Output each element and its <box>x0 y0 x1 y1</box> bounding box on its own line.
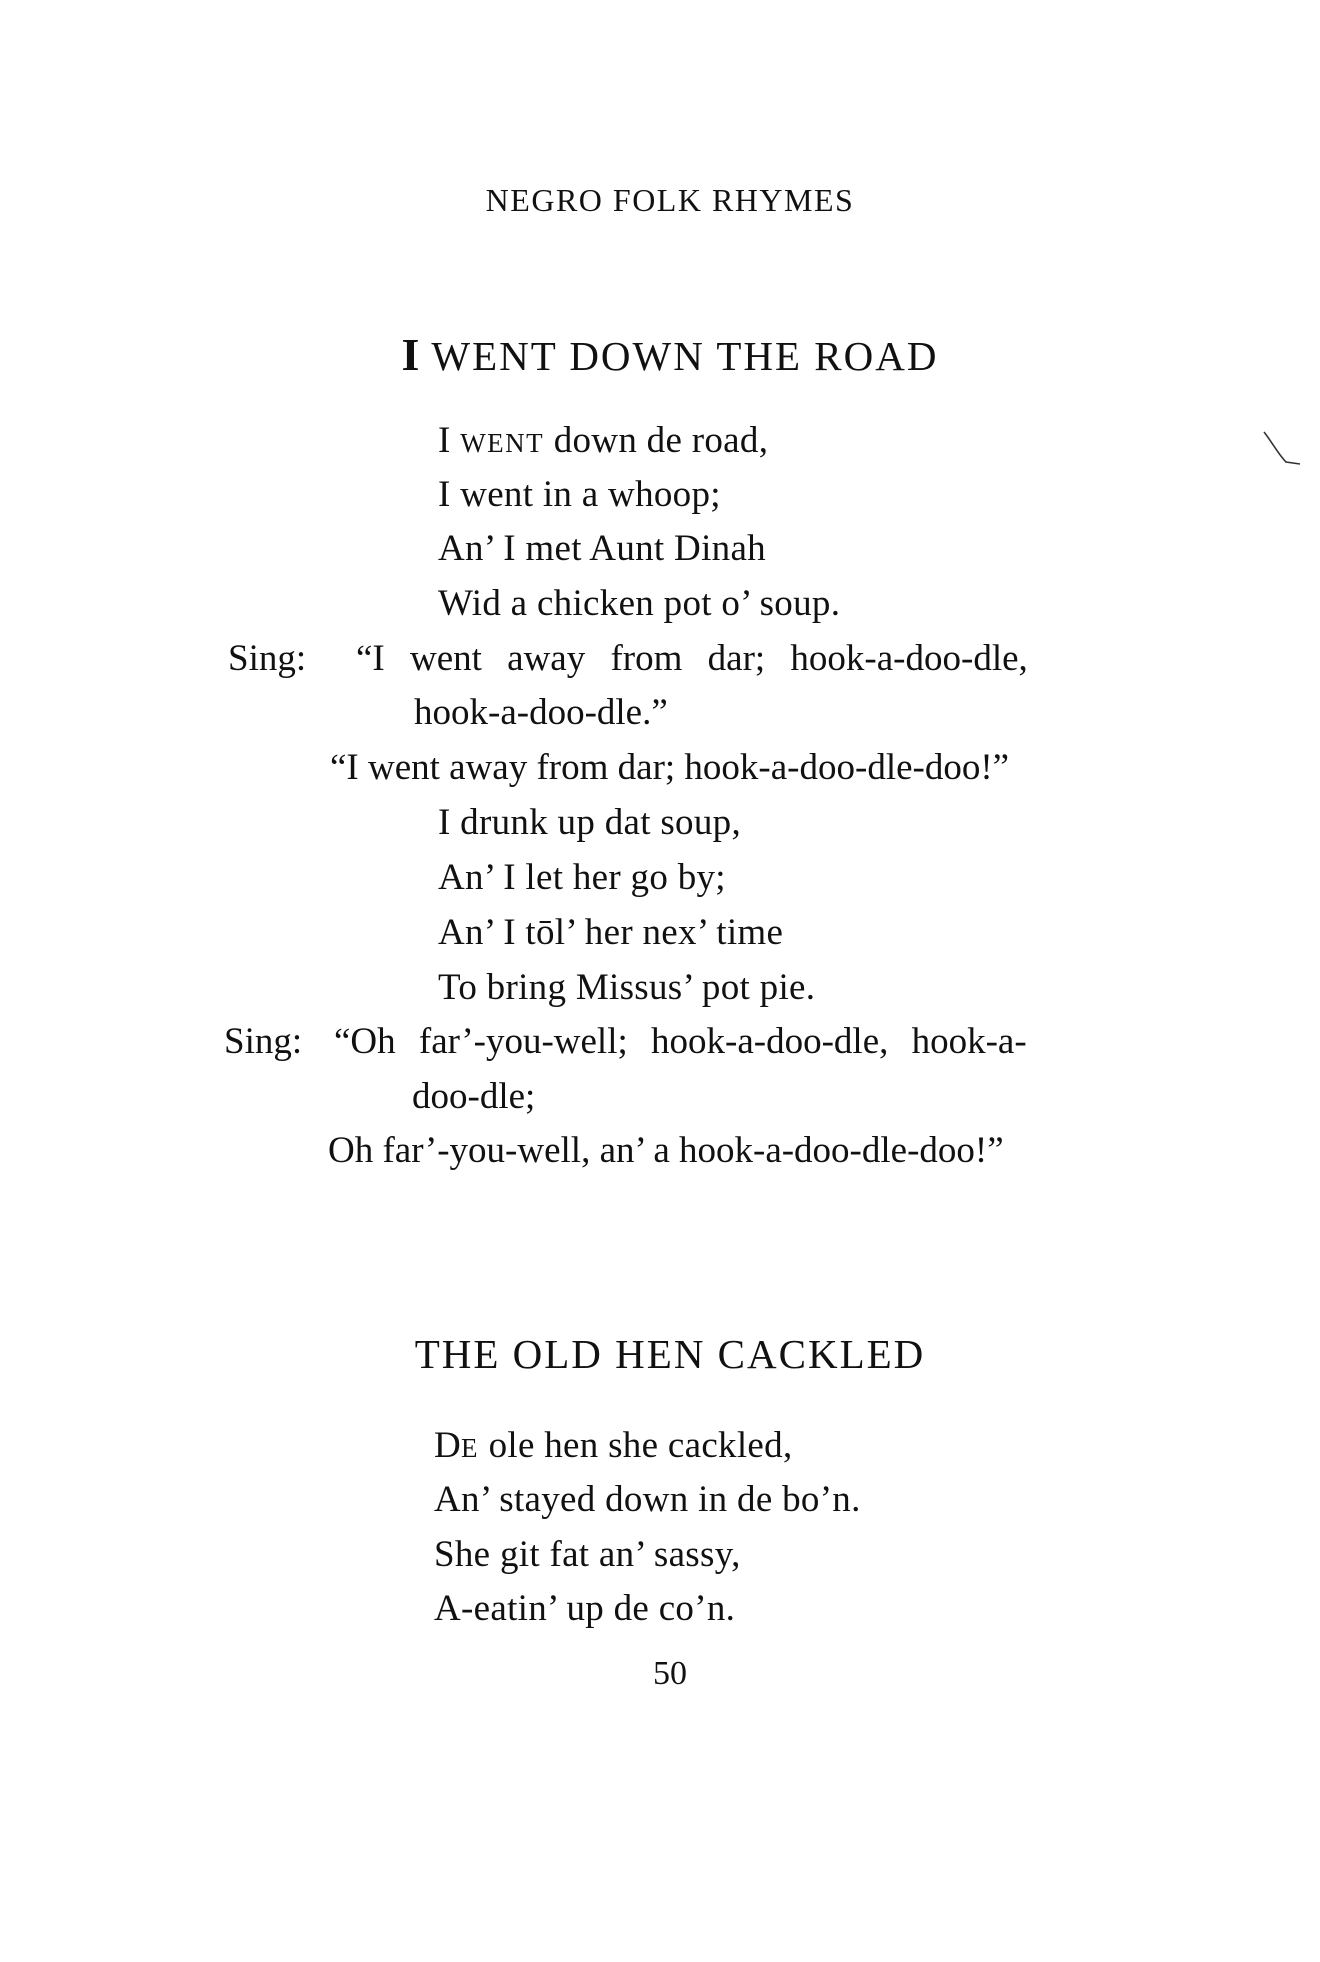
poem-title-2: THE OLD HEN CACKLED <box>414 1331 926 1377</box>
poem-title-1 <box>0 328 1320 381</box>
poem2-line-1-rest: ole hen she cackled, <box>479 1425 793 1466</box>
scan-mark-icon <box>1262 428 1302 470</box>
poem1-line-7: An’ I tōl’ her nex’ time <box>438 912 784 953</box>
poem2-line-3: She git fat an’ sassy, <box>434 1534 741 1575</box>
refrain-1-line-1: “I went away from dar; hook-a-doo-dle, <box>356 638 1028 679</box>
refrain-2-line-2: Oh far’-you-well, an’ a hook-a-doo-dle-doo!” <box>328 1130 1004 1171</box>
sing-label-2: Sing: <box>224 1021 303 1062</box>
poem1-first-word-smallcaps: WENT <box>460 428 545 458</box>
poem1-line-5: I drunk up dat soup, <box>438 802 741 843</box>
poem1-line-2: I went in a whoop; <box>438 474 721 515</box>
poem1-line-3: An’ I met Aunt Dinah <box>438 528 766 569</box>
poem1-line-1 <box>438 418 768 466</box>
running-head: NEGRO FOLK RHYMES <box>485 182 855 218</box>
poem-title-1-first: I <box>401 329 422 380</box>
poem1-line-4: Wid a chicken pot o’ soup. <box>438 583 841 624</box>
poem1-line-8: To bring Missus’ pot pie. <box>438 967 816 1008</box>
poem1-line-1-rest: down de road, <box>544 420 769 461</box>
refrain-2-line-1-continued: doo-dle; <box>412 1076 536 1117</box>
refrain-1-line-2: “I went away from dar; hook-a-doo-dle-doo!” <box>330 747 1010 788</box>
poem2-line-1 <box>434 1423 793 1471</box>
poem-title-1-rest: WENT DOWN THE ROAD <box>431 333 939 379</box>
poem2-line-4: A-eatin’ up de co’n. <box>434 1588 736 1629</box>
sing-label-1: Sing: <box>228 638 307 679</box>
refrain-1-line-1-continued: hook-a-doo-dle.” <box>414 692 668 733</box>
page-number: 50 <box>653 1655 687 1692</box>
poem1-line-6: An’ I let her go by; <box>438 857 726 898</box>
poem1-first-word: I <box>438 420 451 461</box>
poem2-first-word-smallcaps: E <box>461 1433 480 1463</box>
poem2-first-letter: D <box>434 1425 462 1466</box>
poem2-line-2: An’ stayed down in de bo’n. <box>434 1479 861 1520</box>
refrain-2-line-1: “Oh far’-you-well; hook-a-doo-dle, hook-a- <box>334 1021 1027 1062</box>
